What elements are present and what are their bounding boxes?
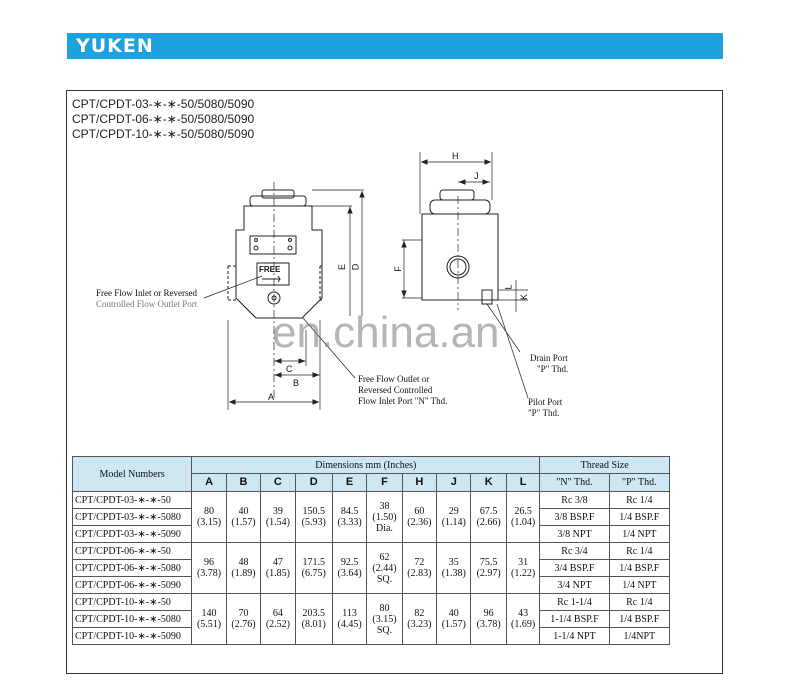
dimension-cell (332, 492, 366, 543)
dim-k-label: K (519, 293, 530, 301)
table-row (73, 594, 670, 611)
dimension-value: 31 (518, 557, 529, 568)
dimension-cell (295, 492, 332, 543)
dimension-cell (506, 594, 539, 645)
dimension-value: (1.22) (511, 568, 536, 579)
dimension-value: (3.64) (337, 568, 362, 579)
dimension-value: SQ. (376, 573, 393, 585)
dimension-cell (471, 594, 506, 645)
dimension-value: 64 (272, 608, 283, 619)
dimension-cell (437, 543, 471, 594)
dim-e-label: E (337, 263, 348, 271)
n-thread-cell: Rc 3/4 (540, 543, 609, 560)
p-thread-cell: Rc 1/4 (609, 492, 669, 509)
model-number-cell: CPT/CPDT-10-∗-∗-5090 (73, 628, 192, 645)
free-label: FREE (259, 265, 281, 274)
flow-inlet-port-label: Flow Inlet Port "N" Thd. (358, 396, 448, 406)
dimension-cell (192, 543, 226, 594)
dimension-value: (3.15) (196, 517, 222, 528)
dimension-value: (1.50) (372, 511, 397, 523)
dimension-value: 26.5 (514, 506, 532, 517)
dimension-value: Dia. (375, 522, 393, 534)
drain-thread-label: "P" Thd. (537, 364, 569, 374)
dimension-cell (261, 543, 295, 594)
p-thread-cell: 1/4 BSP.F (609, 611, 669, 628)
dimension-value: 72 (414, 557, 425, 568)
dimension-value: (2.97) (476, 568, 501, 579)
dimension-value: 40 (238, 506, 249, 517)
drain-port-label: Drain Port (530, 353, 568, 363)
dimension-value: 96 (483, 608, 494, 619)
model-series-10: CPT/CPDT-10-∗-∗-50/5080/5090 (72, 127, 255, 141)
dimension-value: SQ. (376, 624, 393, 636)
n-thread-cell: 1-1/4 BSP.F (540, 611, 609, 628)
p-thread-cell: 1/4 BSP.F (609, 560, 669, 577)
pilot-thread-label: "P" Thd. (528, 408, 560, 418)
dimension-cell (295, 594, 332, 645)
dimension-value: (3.78) (476, 619, 501, 630)
n-thread-cell: 3/8 NPT (540, 526, 609, 543)
dimension-value: 48 (238, 557, 249, 568)
col-n-thread-header: "N" Thd. (540, 474, 609, 492)
dimension-cell (192, 492, 226, 543)
dim-h-label: H (452, 151, 459, 161)
table-row (73, 492, 670, 509)
reversed-controlled-label: Reversed Controlled (358, 385, 433, 395)
dim-b-label: B (293, 378, 300, 388)
p-thread-cell: 1/4 NPT (609, 577, 669, 594)
p-thread-cell: Rc 1/4 (609, 543, 669, 560)
dim-d-label: D (350, 263, 361, 271)
dimension-cell (226, 594, 260, 645)
dimension-value: (1.69) (511, 619, 536, 630)
dimension-cell (261, 594, 295, 645)
dimension-value: (2.44) (372, 562, 397, 574)
dimension-value: (2.52) (265, 619, 290, 630)
n-thread-cell: 1-1/4 NPT (540, 628, 609, 645)
dimension-value: (1.57) (231, 517, 256, 528)
dimension-value: (1.89) (231, 568, 256, 579)
dimension-value: (1.54) (265, 517, 290, 528)
dimension-value: 80 (379, 602, 390, 614)
dim-j-label: J (474, 171, 479, 181)
dimension-cell (402, 492, 436, 543)
model-series-06: CPT/CPDT-06-∗-∗-50/5080/5090 (72, 112, 255, 126)
dimension-value: 80 (204, 506, 215, 517)
col-l-header: L (506, 474, 539, 492)
col-e-header: E (332, 474, 366, 492)
col-f-header: F (367, 474, 402, 492)
dimension-value: (6.75) (301, 568, 326, 579)
model-series-03: CPT/CPDT-03-∗-∗-50/5080/5090 (72, 97, 255, 111)
dimension-cell (192, 594, 226, 645)
dimension-cell (226, 543, 260, 594)
dimension-value: 38 (379, 500, 390, 512)
dim-l-label: L (503, 284, 514, 290)
dimension-cell (295, 543, 332, 594)
p-thread-cell: 1/4 BSP.F (609, 509, 669, 526)
dimension-cell (261, 492, 295, 543)
col-p-thread-header: "P" Thd. (609, 474, 669, 492)
dimension-value: 96 (204, 557, 215, 568)
dimension-value: 150.5 (302, 506, 325, 517)
dimension-value: (1.38) (441, 568, 466, 579)
dimension-cell (332, 594, 366, 645)
dimension-cell (471, 492, 506, 543)
dimension-value: 47 (272, 557, 283, 568)
side-view (402, 152, 528, 398)
n-thread-cell: Rc 1-1/4 (540, 594, 609, 611)
dimension-value: (3.23) (407, 619, 432, 630)
dimension-value: (1.04) (511, 517, 536, 528)
dimension-value: (1.57) (441, 619, 466, 630)
dimension-cell (367, 594, 402, 645)
dimension-value: (1.14) (441, 517, 466, 528)
dimensions-table (72, 456, 670, 645)
dim-a-label: A (268, 392, 275, 402)
col-d-header: D (295, 474, 332, 492)
model-number-cell: CPT/CPDT-03-∗-∗-5090 (73, 526, 192, 543)
dimension-value: 82 (414, 608, 425, 619)
model-number-cell: CPT/CPDT-06-∗-∗-50 (73, 543, 192, 560)
p-thread-cell: 1/4NPT (609, 628, 669, 645)
dimensions-table-body (73, 492, 670, 645)
p-thread-cell: Rc 1/4 (609, 594, 669, 611)
dim-f-label: F (392, 266, 403, 272)
table-row (73, 543, 670, 560)
dimension-value: 67.5 (479, 506, 498, 517)
dimension-cell (367, 492, 402, 543)
dim-c-label: C (286, 364, 293, 374)
dimension-value: (5.51) (196, 619, 222, 630)
dimension-cell (437, 594, 471, 645)
dimension-cell (332, 543, 366, 594)
dimension-value: (2.76) (231, 619, 256, 630)
dimension-cell (226, 492, 260, 543)
free-flow-inlet-label: Free Flow Inlet or Reversed (96, 288, 197, 298)
dimension-value: 203.5 (302, 608, 325, 619)
free-flow-outlet-label: Free Flow Outlet or (358, 374, 430, 384)
yuken-logo: YUKEN (76, 35, 154, 57)
dimension-value: (1.85) (265, 568, 290, 579)
dimension-value: 43 (518, 608, 529, 619)
dimension-value: (5.93) (301, 517, 326, 528)
dimension-value: 60 (414, 506, 425, 517)
dimension-value: 113 (342, 608, 357, 619)
model-number-cell: CPT/CPDT-06-∗-∗-5080 (73, 560, 192, 577)
dimension-value: (3.78) (196, 568, 222, 579)
dimension-cell (471, 543, 506, 594)
dimension-value: 140 (201, 608, 217, 619)
dimensions-header: Dimensions mm (Inches) (192, 457, 540, 474)
col-j-header: J (437, 474, 471, 492)
col-c-header: C (261, 474, 295, 492)
dimension-cell (506, 543, 539, 594)
n-thread-cell: 3/4 BSP.F (540, 560, 609, 577)
dimension-value: 70 (238, 608, 249, 619)
n-thread-cell: 3/8 BSP.F (540, 509, 609, 526)
front-view (204, 182, 364, 410)
model-number-cell: CPT/CPDT-10-∗-∗-5080 (73, 611, 192, 628)
dimension-cell (402, 543, 436, 594)
model-number-cell: CPT/CPDT-03-∗-∗-50 (73, 492, 192, 509)
dimension-value: 35 (448, 557, 459, 568)
model-numbers-header: Model Numbers (73, 457, 192, 492)
col-b-header: B (226, 474, 260, 492)
dimension-cell (367, 543, 402, 594)
col-k-header: K (471, 474, 506, 492)
n-thread-cell: 3/4 NPT (540, 577, 609, 594)
p-thread-cell: 1/4 NPT (609, 526, 669, 543)
model-number-cell: CPT/CPDT-06-∗-∗-5090 (73, 577, 192, 594)
dimension-value: (8.01) (301, 619, 326, 630)
dimension-value: (4.45) (337, 619, 362, 630)
dimension-value: 29 (448, 506, 459, 517)
free-flow-inlet-label-2: Controlled Flow Outlet Port (96, 299, 198, 309)
thread-size-header: Thread Size (540, 457, 670, 474)
dimension-cell (437, 492, 471, 543)
dimension-value: (2.36) (407, 517, 432, 528)
dimension-value: (3.33) (337, 517, 362, 528)
dimension-value: 75.5 (479, 557, 498, 568)
dimension-value: 39 (272, 506, 283, 517)
model-number-cell: CPT/CPDT-10-∗-∗-50 (73, 594, 192, 611)
dimension-value: 92.5 (340, 557, 359, 568)
dimension-cell (506, 492, 539, 543)
model-number-cell: CPT/CPDT-03-∗-∗-5080 (73, 509, 192, 526)
dimension-value: (2.66) (476, 517, 501, 528)
col-a-header: A (192, 474, 226, 492)
dimension-value: (3.15) (372, 613, 397, 625)
dimension-value: 171.5 (302, 557, 325, 568)
dimension-cell (402, 594, 436, 645)
col-h-header: H (402, 474, 436, 492)
dimension-value: 84.5 (340, 506, 359, 517)
watermark-text: en.china.an (272, 308, 500, 357)
dimension-value: (2.83) (407, 568, 432, 579)
n-thread-cell: Rc 3/8 (540, 492, 609, 509)
dimension-value: 40 (448, 608, 459, 619)
dimension-value: 62 (379, 551, 390, 563)
pilot-port-label: Pilot Port (528, 397, 563, 407)
